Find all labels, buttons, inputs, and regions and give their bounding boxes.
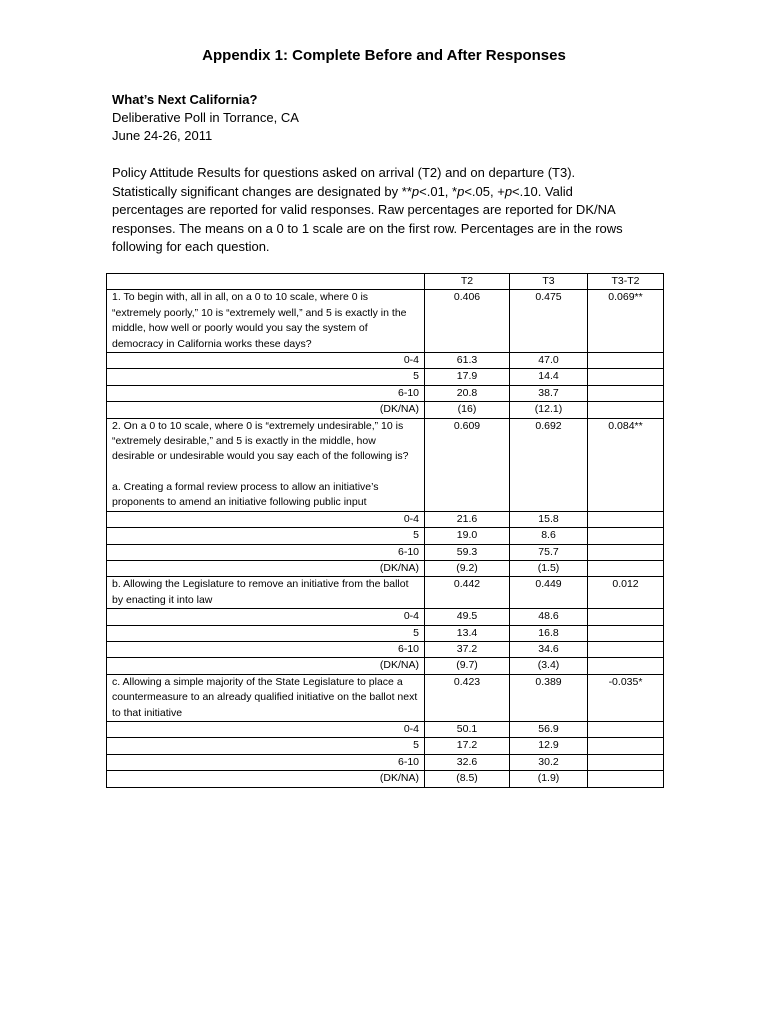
empty-cell (588, 560, 664, 576)
header-cell-blank (107, 274, 425, 290)
row-label: 6-10 (107, 754, 425, 770)
table-row (107, 721, 664, 737)
value-t2: 49.5 (425, 609, 510, 625)
table-row (107, 511, 664, 527)
value-t2: 21.6 (425, 511, 510, 527)
row-label: (DK/NA) (107, 771, 425, 787)
value-t3: (1.9) (510, 771, 588, 787)
value-t3: (12.1) (510, 402, 588, 418)
value-t3: 30.2 (510, 754, 588, 770)
value-t2: (9.2) (425, 560, 510, 576)
value-t2: 37.2 (425, 641, 510, 657)
header-cell-diff: T3-T2 (588, 274, 664, 290)
question-text: c. Allowing a simple majority of the State Legislature to place a countermeasure to an already qualified initiative on the ballot next to that initiative (107, 674, 425, 721)
table-row (107, 738, 664, 754)
row-label: 0-4 (107, 353, 425, 369)
row-label: 6-10 (107, 385, 425, 401)
row-label: 0-4 (107, 721, 425, 737)
empty-cell (588, 402, 664, 418)
table-row (107, 353, 664, 369)
empty-cell (588, 658, 664, 674)
empty-cell (588, 385, 664, 401)
empty-cell (588, 721, 664, 737)
mean-t2: 0.423 (425, 674, 510, 721)
value-t3: 8.6 (510, 528, 588, 544)
question-text: 2. On a 0 to 10 scale, where 0 is “extremely undesirable,” 10 is “extremely desirable,” and 5 is exactly in the middle, how desirable or undesirable would you say each of the following is? a. Creating a formal review process to allow an initiative’s proponents to amend an initiative following public input (107, 418, 425, 511)
empty-cell (588, 625, 664, 641)
value-t3: 16.8 (510, 625, 588, 641)
value-t3: 12.9 (510, 738, 588, 754)
table-row (107, 528, 664, 544)
mean-t3: 0.692 (510, 418, 588, 511)
table-row (107, 385, 664, 401)
empty-cell (588, 609, 664, 625)
mean-diff: 0.069** (588, 290, 664, 353)
value-t2: 61.3 (425, 353, 510, 369)
intro-line-2: Statistically significant changes are designated by **p<.01, *p<.05, +p<.10. Valid (112, 183, 573, 199)
empty-cell (588, 528, 664, 544)
value-t2: 59.3 (425, 544, 510, 560)
mean-diff: 0.084** (588, 418, 664, 511)
row-label: (DK/NA) (107, 402, 425, 418)
table-row (107, 771, 664, 787)
value-t3: (3.4) (510, 658, 588, 674)
row-label: 5 (107, 625, 425, 641)
results-table (106, 273, 664, 788)
question-text: b. Allowing the Legislature to remove an initiative from the ballot by enacting it into law (107, 577, 425, 609)
mean-diff: -0.035* (588, 674, 664, 721)
table-row (107, 369, 664, 385)
header-cell-t2: T2 (425, 274, 510, 290)
table-row (107, 544, 664, 560)
table-row (107, 418, 664, 511)
question-text: 1. To begin with, all in all, on a 0 to 10 scale, where 0 is “extremely poorly,” 10 is “extremely well,” and 5 is exactly in the middle, how well or poorly would you say the system of democracy in California works these days? (107, 290, 425, 353)
empty-cell (588, 641, 664, 657)
empty-cell (588, 511, 664, 527)
value-t3: 75.7 (510, 544, 588, 560)
value-t2: 32.6 (425, 754, 510, 770)
row-label: 5 (107, 738, 425, 754)
value-t3: 47.0 (510, 353, 588, 369)
table-row (107, 290, 664, 353)
table-row (107, 658, 664, 674)
row-label: 6-10 (107, 544, 425, 560)
mean-t2: 0.609 (425, 418, 510, 511)
value-t3: 56.9 (510, 721, 588, 737)
table-row (107, 674, 664, 721)
row-label: (DK/NA) (107, 560, 425, 576)
event-description: Deliberative Poll in Torrance, CA (112, 110, 299, 125)
header-cell-t3: T3 (510, 274, 588, 290)
value-t2: (16) (425, 402, 510, 418)
mean-t2: 0.406 (425, 290, 510, 353)
value-t3: 14.4 (510, 369, 588, 385)
value-t3: (1.5) (510, 560, 588, 576)
value-t3: 38.7 (510, 385, 588, 401)
value-t2: 17.2 (425, 738, 510, 754)
value-t2: 50.1 (425, 721, 510, 737)
row-label: 5 (107, 369, 425, 385)
empty-cell (588, 369, 664, 385)
intro-line-1: Policy Attitude Results for questions asked on arrival (T2) and on departure (T3). (112, 165, 576, 180)
mean-t3: 0.475 (510, 290, 588, 353)
mean-t2: 0.442 (425, 577, 510, 609)
empty-cell (588, 771, 664, 787)
event-dates: June 24-26, 2011 (112, 128, 213, 143)
empty-cell (588, 353, 664, 369)
empty-cell (588, 544, 664, 560)
question-subtext: a. Creating a formal review process to allow an initiative’s proponents to amend an initiative following public input (112, 480, 379, 509)
table-row (107, 402, 664, 418)
value-t2: 19.0 (425, 528, 510, 544)
survey-name: What’s Next California? (112, 92, 258, 107)
mean-diff: 0.012 (588, 577, 664, 609)
row-label: 0-4 (107, 511, 425, 527)
value-t2: 13.4 (425, 625, 510, 641)
table-header-row (107, 274, 664, 290)
row-label: (DK/NA) (107, 658, 425, 674)
intro-paragraph (112, 164, 668, 257)
table-row (107, 577, 664, 609)
table-row (107, 625, 664, 641)
value-t3: 15.8 (510, 511, 588, 527)
value-t2: (8.5) (425, 771, 510, 787)
table-row (107, 641, 664, 657)
table-row (107, 609, 664, 625)
mean-t3: 0.449 (510, 577, 588, 609)
row-label: 5 (107, 528, 425, 544)
row-label: 6-10 (107, 641, 425, 657)
value-t3: 34.6 (510, 641, 588, 657)
table-row (107, 560, 664, 576)
intro-line-4: responses. The means on a 0 to 1 scale are on the first row. Percentages are in the rows (112, 220, 623, 236)
value-t3: 48.6 (510, 609, 588, 625)
empty-cell (588, 754, 664, 770)
value-t2: 20.8 (425, 385, 510, 401)
table-row (107, 754, 664, 770)
mean-t3: 0.389 (510, 674, 588, 721)
page-title: Appendix 1: Complete Before and After Responses (202, 47, 566, 64)
row-label: 0-4 (107, 609, 425, 625)
intro-line-3: percentages are reported for valid responses. Raw percentages are reported for DK/NA (112, 202, 616, 217)
intro-line-5: following for each question. (112, 239, 270, 254)
empty-cell (588, 738, 664, 754)
value-t2: 17.9 (425, 369, 510, 385)
value-t2: (9.7) (425, 658, 510, 674)
